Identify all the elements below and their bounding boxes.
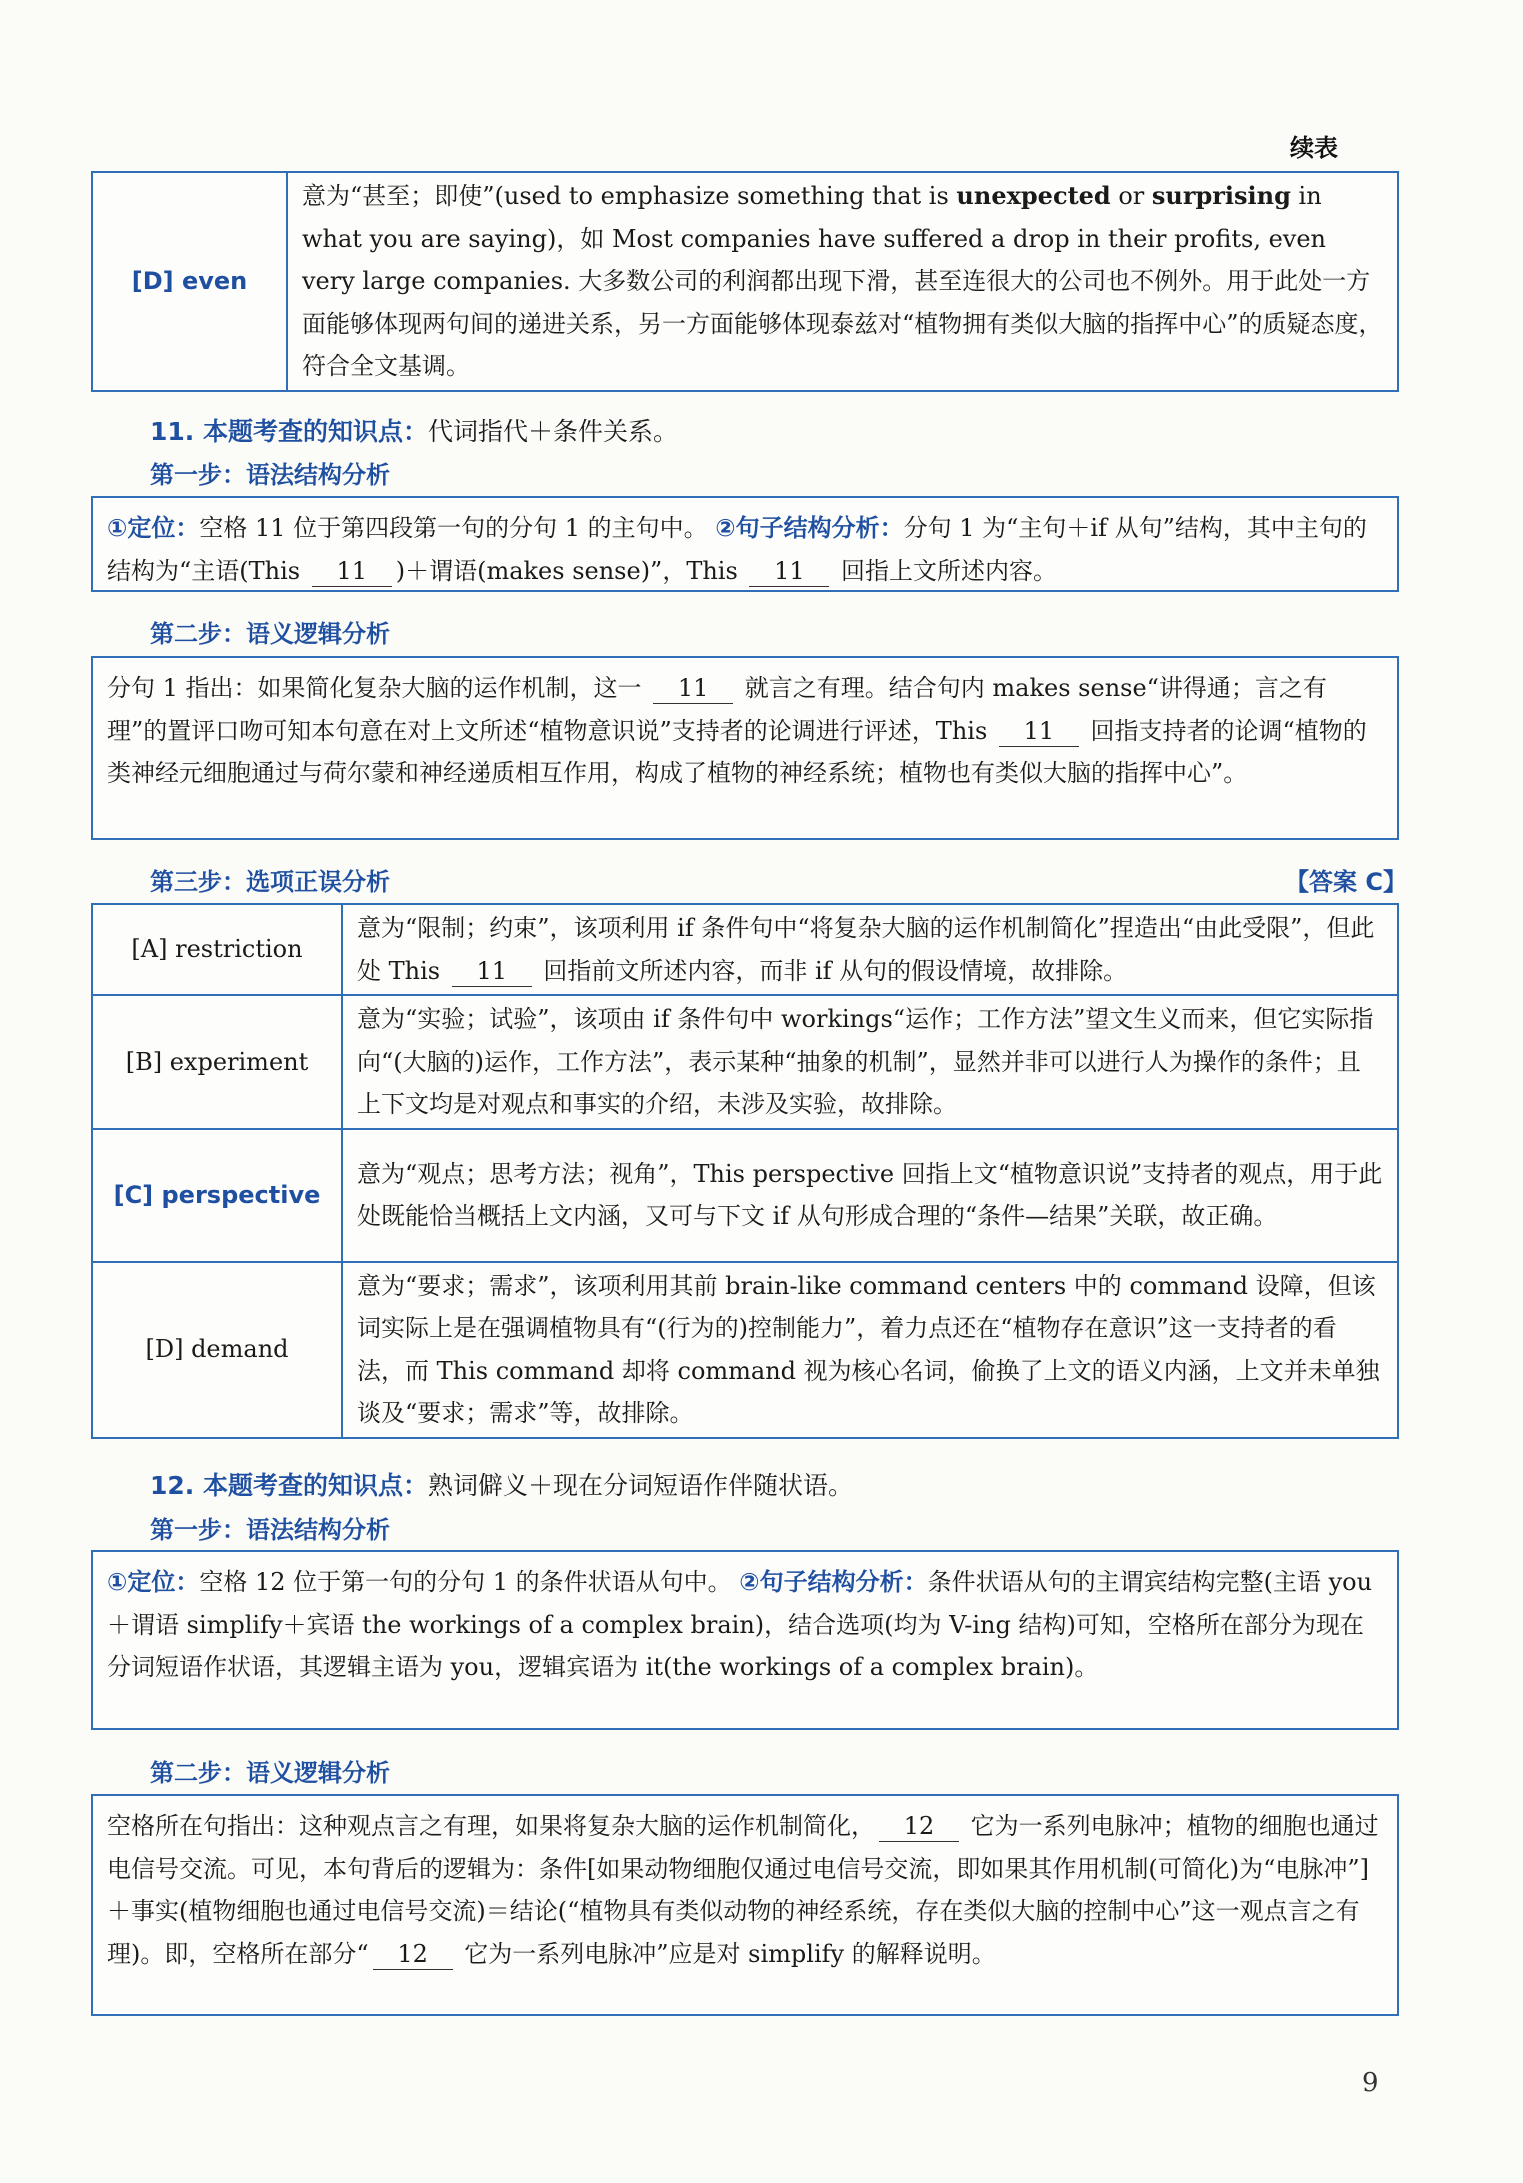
question-topic: 熟词僻义＋现在分词短语作伴随状语。: [428, 1471, 854, 1500]
text: 空格所在句指出：这种观点言之有理，如果将复杂大脑的运作机制简化，: [107, 1812, 875, 1840]
bold-term: unexpected: [956, 181, 1111, 210]
q12-step1-heading: 第一步：语法结构分析: [150, 1516, 390, 1544]
question-label: 12. 本题考查的知识点：: [150, 1471, 428, 1500]
text: )＋谓语(makes sense)”，This: [395, 556, 746, 585]
text: 回指上文所述内容。: [833, 556, 1058, 585]
table-row: [92, 1262, 1398, 1438]
table-row: [92, 995, 1398, 1129]
text: 空格 12 位于第一句的分句 1 的条件状语从句中。: [199, 1568, 732, 1596]
q11-step1-heading: 第一步：语法结构分析: [150, 461, 390, 489]
highlight-label: ①定位：: [107, 1568, 200, 1596]
text: 意为“限制；约束”，该项利用 if 条件句中“将复杂大脑的运作机制简化”捏造出“由此受限”，但此处 This: [357, 914, 1375, 985]
blank-number: 11: [999, 716, 1079, 747]
blank-number: 11: [312, 556, 392, 587]
text: 条件状语从句的主谓宾结构完整(主语 you＋谓语 simplify＋宾语 the workings of a complex brain)，结合选项(均为 V-ing 结构)可知，空格所在部分为现在分词短语作状语，其逻辑主语为 you，逻辑宾语为 it(the workings of a complex brain)。: [107, 1568, 1373, 1681]
blank-number: 12: [373, 1939, 453, 1970]
question-label: 11. 本题考查的知识点：: [150, 417, 428, 446]
page-number: 9: [1362, 2068, 1379, 2098]
q11-step3-heading: 第三步：选项正误分析: [150, 868, 390, 896]
option-label: [A] restriction: [92, 904, 342, 995]
table-row: [92, 172, 1398, 391]
q12-step2-heading: 第二步：语义逻辑分析: [150, 1759, 390, 1787]
question-11-header: [150, 412, 678, 448]
table-row: [92, 1129, 1398, 1262]
q11-step2-box: [91, 656, 1399, 840]
option-label: [B] experiment: [92, 995, 342, 1129]
text: 空格 11 位于第四段第一句的分句 1 的主句中。: [199, 514, 708, 542]
text: 分句 1 为“主句＋if 从句”结构，其中主句的结构为“主语(This: [107, 514, 1367, 585]
table-row: [92, 904, 1398, 995]
option-label: [C] perspective: [92, 1129, 342, 1262]
text: or: [1110, 182, 1152, 210]
text: 它为一系列电脉冲；植物的细胞也通过电信号交流。可见，本句背后的逻辑为：条件[如果动物细胞仅通过电信号交流，即如果其作用机制(可简化)为“电脉冲”]＋事实(植物细胞也通过电信号交流)＝结论(“植物具有类似动物的神经系统，存在类似大脑的控制中心”这一观点言之有理)。即，空格所在部分“: [107, 1812, 1379, 1968]
answer-badge: 【答案 C】: [1285, 868, 1407, 896]
top-option-table: [91, 171, 1399, 392]
option-label: [D] demand: [92, 1262, 342, 1438]
highlight-label: ②句子结构分析：: [739, 1568, 928, 1596]
highlight-label: ②句子结构分析：: [715, 514, 904, 542]
q12-step1-box: [91, 1550, 1399, 1730]
q11-options-table: [91, 903, 1399, 1439]
question-topic: 代词指代＋条件关系。: [428, 417, 679, 446]
option-explanation: 意为“观点；思考方法；视角”，This perspective 回指上文“植物意识说”支持者的观点，用于此处既能恰当概括上文内涵，又可与下文 if 从句形成合理的“条件—结果”关联，故正确。: [342, 1129, 1398, 1262]
text: 它为一系列电脉冲”应是对 simplify 的解释说明。: [456, 1939, 996, 1968]
text: 就言之有理。结合句内 makes sense“讲得通；言之有理”的置评口吻可知本句意在对上文所述“植物意识说”支持者的论调进行评述，This: [107, 674, 1327, 745]
highlight-label: ①定位：: [107, 514, 200, 542]
question-12-header: [150, 1466, 853, 1502]
option-explanation: 意为“要求；需求”，该项利用其前 brain-like command centers 中的 command 设障，但该词实际上是在强调植物具有“(行为的)控制能力”，着力点还在“植物存在意识”这一支持者的看法，而 This command 却将 command 视为核心名词，偷换了上文的语义内涵，上文并未单独谈及“要求；需求”等，故排除。: [342, 1262, 1398, 1438]
q11-step1-box: [91, 496, 1399, 592]
option-explanation: [342, 904, 1398, 995]
text: 意为“甚至；即使”(used to emphasize something that is: [302, 182, 957, 210]
continued-label: 续表: [1290, 134, 1338, 162]
blank-number: 11: [749, 556, 829, 587]
blank-number: 12: [879, 1811, 959, 1842]
bold-term: surprising: [1151, 181, 1291, 210]
text: 回指支持者的论调“植物的类神经元细胞通过与荷尔蒙和神经递质相互作用，构成了植物的神经系统；植物也有类似大脑的指挥中心”。: [107, 716, 1367, 787]
text: in what you are saying)，如 Most companies have suffered a drop in their profits, even very large companies. 大多数公司的利润都出现下滑，甚至连很大的公司也不例外。用于此处一方面能够体现两句间的递进关系，另一方面能够体现泰兹对“植物拥有类似大脑的指挥中心”的质疑态度，符合全文基调。: [302, 182, 1383, 380]
blank-number: 11: [653, 673, 733, 704]
text: 分句 1 指出：如果简化复杂大脑的运作机制，这一: [107, 674, 650, 702]
blank-number: 11: [452, 956, 532, 987]
q11-step2-heading: 第二步：语义逻辑分析: [150, 620, 390, 648]
q12-step2-box: [91, 1794, 1399, 2016]
option-label: [D] even: [92, 172, 287, 391]
option-explanation: [287, 172, 1398, 391]
text: 回指前文所述内容，而非 if 从句的假设情境，故排除。: [535, 956, 1128, 985]
option-explanation: 意为“实验；试验”，该项由 if 条件句中 workings“运作；工作方法”望文生义而来，但它实际指向“(大脑的)运作，工作方法”，表示某种“抽象的机制”，显然并非可以进行人为操作的条件；且上下文均是对观点和事实的介绍，未涉及实验，故排除。: [342, 995, 1398, 1129]
